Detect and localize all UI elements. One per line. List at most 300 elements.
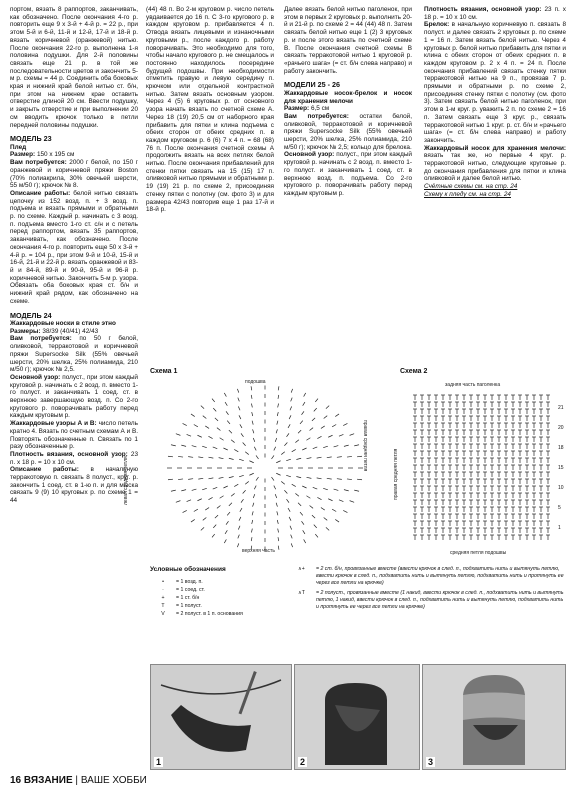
stitch-mark bbox=[310, 505, 314, 508]
stitch-mark bbox=[191, 414, 195, 417]
work-label: Описание работы: bbox=[10, 466, 79, 474]
stitch-mark bbox=[339, 434, 343, 436]
stitch-mark bbox=[188, 479, 193, 480]
stitch-mark bbox=[281, 452, 285, 455]
stitch-mark bbox=[295, 493, 299, 496]
stitch-mark bbox=[249, 461, 253, 463]
stitch-mark bbox=[272, 477, 275, 480]
stitch-mark bbox=[300, 421, 303, 424]
stitch-mark bbox=[223, 486, 227, 488]
stitch-mark bbox=[251, 529, 252, 533]
stitch-mark bbox=[303, 402, 305, 406]
stitch-mark bbox=[328, 435, 332, 437]
stitch-mark bbox=[302, 411, 305, 414]
stitch-mark bbox=[323, 446, 328, 448]
stitch-mark bbox=[215, 418, 218, 421]
stitch-mark bbox=[313, 447, 318, 449]
stitch-mark bbox=[343, 423, 347, 425]
stitch-mark bbox=[286, 475, 291, 477]
stitch-mark bbox=[313, 487, 318, 489]
stitch-mark bbox=[326, 527, 329, 530]
stitch-mark bbox=[168, 479, 173, 480]
stitch-mark bbox=[203, 517, 207, 520]
model-24-name: Жаккардовые носки в стиле этно bbox=[10, 320, 116, 328]
size-value: 6,5 см bbox=[310, 105, 330, 113]
stitch-mark bbox=[198, 457, 203, 458]
stitch-mark bbox=[194, 425, 198, 427]
stitch-mark bbox=[324, 416, 328, 419]
stitch-mark bbox=[213, 447, 218, 449]
legend-dec-sc: ∧+ = 2 ст. б/н, провязанные вместе (ввести крючок в след. п., подхватить нить и вытянуть петлю, ввести крючок в след. п., подхватить нить и вытянуть петлю, подхватить нить и протянуть ее через все петли на крючке) bbox=[298, 566, 564, 586]
need-label: Вам потребуется: bbox=[10, 335, 72, 343]
row-number: 20 bbox=[558, 425, 564, 431]
stitch-mark bbox=[241, 499, 244, 502]
stitch-mark bbox=[171, 490, 176, 491]
need-text: 2000 г белой, по 150 г оранжевой и коричневой пряжи Boston (70% полиакрила, 30% овечьей шерсти, 55 м/50 г); крючок № 8. bbox=[10, 159, 138, 190]
stitch-mark bbox=[254, 486, 256, 490]
stitch-mark bbox=[224, 393, 226, 397]
desc-label: Описание работы: bbox=[10, 189, 71, 197]
stitch-mark bbox=[327, 478, 332, 479]
stitch-mark bbox=[304, 393, 306, 397]
stitch-mark bbox=[277, 412, 278, 416]
chart-2-right-label: правая средняя петля bbox=[393, 448, 399, 500]
chart-2-top-label: задняя часть паголенка bbox=[445, 382, 501, 388]
stitch-mark bbox=[226, 521, 229, 524]
stitch-mark bbox=[240, 424, 242, 428]
stitch-mark bbox=[208, 497, 212, 499]
size-label: Размер: bbox=[284, 105, 310, 113]
stitch-mark bbox=[178, 456, 183, 457]
store-text: вязать так же, но первые 4 круг. р. терракотовой нитью, следующие круговые р. до окончания прибавления для пятки и клина оливковой и далее белой нитью. bbox=[424, 152, 566, 183]
stitch-mark bbox=[198, 478, 203, 479]
stitch-mark bbox=[240, 508, 242, 512]
stitch-mark bbox=[277, 520, 278, 524]
photo-3-image bbox=[423, 665, 565, 769]
stitch-mark bbox=[251, 395, 252, 399]
stitch-mark bbox=[350, 434, 355, 436]
stitch-mark bbox=[289, 517, 291, 521]
stitch-mark bbox=[332, 509, 336, 511]
stitch-mark bbox=[181, 490, 186, 491]
desc-text: белой нитью связать цепочку из 152 возд. п. + 3 возд. п. подъема и вязать прямыми и обратными р. по схеме. Каждый р. начинать с 3 возд. п. подъема вместо 1-го ст. с/н и с петель перед раппортом, вязать 35 раппортов, заканчивать, как обозначено. После окончания 4-го р. повторить еще 50 x 3-й + 4-й р. = 104 р., при этом 9-й и 10-й, 15-й и 16-й, 21-й и 22-й р. вязать оранжевой и 83-й и 84-й, 89-й и 90-й, 95-й и 96-й р. коричневой нитью. Закончить 5-м р. узора. Обвязать оба боковых края ст. б/н и нижний край рядом, как обозначено на схеме. bbox=[10, 189, 138, 305]
base-label: Основной узор: bbox=[284, 151, 335, 159]
stitch-mark bbox=[339, 500, 343, 502]
col3-text: Далее вязать белой нитью паголенок, при этом в первых 2 круговых р. выполнить 20-й и 21-й р. по схеме 2 = 44 (44) 48 п. Затем связать белой нитью еще 1 (2) 3 круговых р. и после этого вязать по счетной схеме В. После окончания счетной схемы В связать терракотовой нитью 1 круговой р. «рачьего шага» (= ст. б/н слева направо) и работу закончить. bbox=[284, 6, 412, 75]
store-label: Жаккардовый носок для хранения мелочи: bbox=[424, 144, 566, 152]
row-number: 15 bbox=[558, 465, 564, 471]
symbol-icon: + bbox=[161, 595, 165, 601]
stitch-mark bbox=[315, 534, 318, 537]
link-plaid-chart[interactable]: Схему к пледу см. на стр. 24 bbox=[424, 190, 511, 198]
row-number: 5 bbox=[558, 505, 561, 511]
legend-item: V = 2 полуст. в 1 п. основания bbox=[150, 610, 280, 618]
stitch-mark bbox=[171, 445, 176, 446]
decrease-sc-icon: ∧+ bbox=[298, 566, 305, 572]
stitch-mark bbox=[276, 473, 280, 475]
col2-text: (44) 48 п. Во 2-м круговом р. число петель увдаивается до 16 п. С 3-го кругового р. в каждом круговом р. прибавляется 4 п. Отвода вязать лицевыми и изнаночными круговыми р., после каждого р. работу поворачивать. Это необходимо для того, чтобы начало кругового р. не смещалось и постоянно находилось посередине будущей подошвы. При необходимости отметить правую и левую середину п. крючком или отдельной контрастной нитью. Затем вязать основным узором. Через 4 (5) 6 круговых р. от основного узора начать вязать по счетной схеме А. Через 18 (19) 20,5 см от наборного края прибавить для пятки и клина подъема с обеих сторон от обеих средних п. в каждом круговом р. 6 (6) 7 x 4 п. = 68 (68) 76 п. После окончания счетной схемы А продолжить вязать на всех петлях белой нитью. После окончания прибавлений для стенки пятки связать на 15 (15) 17 п. оливковой нитью прямыми и обратными р. 19 (19) 21 р. по схеме 2, присоединяя стенку пятки с полотну (см. фото 3) и для размера 42/43 повторив еще 1 раз 17-й и 18-й р. bbox=[146, 6, 274, 214]
stitch-mark bbox=[187, 500, 191, 502]
stitch-mark bbox=[176, 434, 181, 436]
legend-left bbox=[150, 578, 280, 618]
stitch-mark bbox=[224, 539, 226, 543]
stitch-mark bbox=[223, 448, 227, 450]
symbol-icon: • bbox=[162, 579, 164, 585]
photo-2-image bbox=[295, 665, 419, 769]
stitch-mark bbox=[278, 529, 279, 533]
stitch-mark bbox=[290, 526, 292, 530]
stitch-mark bbox=[192, 489, 197, 490]
chart-2-title: Схема 2 bbox=[400, 368, 428, 375]
stitch-mark bbox=[201, 406, 204, 409]
symbol-icon: V bbox=[161, 611, 165, 617]
model-25-name: Жаккардовые носок-брелок и носок для хранения мелочи bbox=[284, 89, 412, 105]
stitch-mark bbox=[197, 435, 201, 437]
stitch-mark bbox=[291, 543, 292, 547]
stitch-mark bbox=[239, 415, 241, 419]
need-text: по 50 г белой, оливковой, терракотовой и коричневой пряжи Supersocke Silk (55% овечьей шерсти, 20% шелка, 25% полиамида, 210 м/50 г); крючок № 2,5. bbox=[10, 335, 138, 374]
photo-number: 3 bbox=[428, 757, 434, 767]
stitch-mark bbox=[298, 503, 301, 506]
photo-3 bbox=[422, 664, 566, 770]
stitch-mark bbox=[296, 476, 301, 477]
stitch-mark bbox=[251, 537, 252, 541]
density-label: Плотность вязания, основной узор: bbox=[10, 450, 128, 458]
stitch-mark bbox=[237, 543, 238, 547]
stitch-mark bbox=[245, 481, 249, 484]
stitch-mark bbox=[243, 490, 246, 493]
stitch-mark bbox=[287, 499, 290, 502]
col1-intro: портом, вязать 8 раппортов, заканчивать, как обозначено. После окончания 4-го р. повторить еще 9 x 3-й + 4-й р. = 22 р., при этом 5-й и 6-й, 11-й и 12-й, 17-й и 18-й р. вязать коричневой (оранжевой) нитью. После окончания 22-го р. выполнена 1-я половина подушки. Для 2-й половины связать еще 21 р. в той же последовательности цветов и закончить 5-м р. схемы = 44 р. Соединить оба боковых края и нижний край белой нитью ст. б/н, при этом на нижнем крае оставить отверстие длиной 20 см. Ввести подушку, и закрыть отверстие и при выполнении 20 см вводить крючок только в петли передней половины подушки. bbox=[10, 6, 138, 129]
need-text: остатки белой, оливковой, терракотовой и коричневой пряжи Supersocke Silk (55% овечьей шерсти, 20% шелка, 25% полиамида, 210 м/50 г); крючок № 2,5; кольцо для брелока. bbox=[284, 112, 412, 151]
stitch-mark bbox=[237, 389, 238, 393]
model-23-name: Плед bbox=[10, 143, 27, 151]
stitch-mark bbox=[252, 511, 253, 515]
stitch-mark bbox=[307, 458, 312, 459]
stitch-mark bbox=[202, 488, 207, 490]
stitch-mark bbox=[288, 424, 290, 428]
stitch-mark bbox=[241, 433, 244, 436]
stitch-mark bbox=[292, 449, 296, 451]
stitch-mark bbox=[217, 505, 221, 508]
stitch-mark bbox=[243, 443, 246, 446]
stitch-mark bbox=[274, 486, 276, 490]
base-text: полуст., при этом каждый круговой р. начинать с 2 возд. п. вместо 1-го полуст. и заканчивать 1 соед. ст. в верхнюю завершающую возд. п. Со 2-го кругового р. поворачивать работу перед каждым круговым р. bbox=[10, 373, 139, 420]
stitch-mark bbox=[274, 447, 276, 451]
size-label: Размеры: bbox=[10, 327, 41, 335]
stitch-mark bbox=[220, 496, 224, 498]
stitch-mark bbox=[278, 537, 279, 541]
stitch-mark bbox=[317, 436, 321, 438]
column-2 bbox=[146, 6, 274, 214]
stitch-mark bbox=[231, 493, 235, 496]
stitch-mark bbox=[334, 446, 339, 447]
stitch-mark bbox=[205, 508, 209, 511]
stitch-mark bbox=[278, 386, 279, 390]
stitch-mark bbox=[321, 508, 325, 511]
stitch-mark bbox=[201, 527, 204, 530]
stitch-mark bbox=[275, 438, 277, 442]
stitch-mark bbox=[291, 389, 292, 393]
stitch-mark bbox=[220, 438, 224, 440]
stitch-mark bbox=[226, 411, 229, 414]
jacquard-label: Жаккардовые узоры А и В: bbox=[10, 420, 97, 428]
stitch-mark bbox=[303, 530, 305, 534]
stitch-mark bbox=[275, 494, 277, 498]
stitch-mark bbox=[289, 415, 291, 419]
stitch-mark bbox=[323, 488, 328, 490]
chart-2-diagram bbox=[400, 380, 570, 550]
stitch-mark bbox=[347, 456, 352, 457]
legend-item: T = 1 полуст. bbox=[150, 602, 280, 610]
chart-1-right-label: правая средняя петля bbox=[362, 420, 368, 472]
chart-2-bottom-label: средняя петля подошвы bbox=[450, 550, 507, 556]
density-text: 23 п. x 18 р. = 10 x 10 см. bbox=[10, 450, 138, 466]
stitch-mark bbox=[337, 457, 342, 458]
stitch-mark bbox=[256, 477, 259, 480]
stitch-mark bbox=[354, 445, 359, 446]
stitch-mark bbox=[239, 475, 244, 477]
stitch-mark bbox=[295, 440, 299, 443]
link-charts[interactable]: Счётные схемы см. на стр. 24 bbox=[424, 183, 518, 191]
stitch-mark bbox=[178, 479, 183, 480]
footer-separator: | bbox=[75, 775, 79, 786]
stitch-mark bbox=[188, 457, 193, 458]
decrease-hdc-icon: ∧T bbox=[298, 590, 305, 596]
chart-1-left-label: левая средняя петля bbox=[123, 456, 129, 505]
photo-1 bbox=[150, 664, 292, 770]
chart-2-row-numbers bbox=[558, 398, 564, 538]
stitch-mark bbox=[208, 478, 213, 479]
photo-2 bbox=[294, 664, 420, 770]
stitch-mark bbox=[286, 459, 291, 461]
photo-1-image bbox=[151, 665, 291, 769]
stitch-mark bbox=[213, 408, 216, 411]
stitch-mark bbox=[296, 458, 301, 459]
stitch-mark bbox=[194, 509, 198, 511]
stitch-mark bbox=[324, 517, 328, 520]
stitch-mark bbox=[315, 399, 318, 402]
stitch-mark bbox=[276, 461, 280, 463]
stitch-mark bbox=[229, 476, 234, 477]
stitch-mark bbox=[335, 414, 339, 417]
stitch-mark bbox=[354, 490, 359, 491]
stitch-mark bbox=[276, 429, 277, 433]
stitch-mark bbox=[253, 494, 255, 498]
chart-1-bottom-label: верхняя часть bbox=[242, 548, 275, 554]
need-label: Вам потребуется: bbox=[284, 112, 349, 120]
stitch-mark bbox=[300, 512, 303, 515]
stitch-mark bbox=[278, 395, 279, 399]
stitch-mark bbox=[234, 449, 238, 451]
stitch-mark bbox=[191, 519, 195, 522]
stitch-mark bbox=[183, 423, 187, 425]
legend-item: + = 1 ст. б/н bbox=[150, 594, 280, 602]
stitch-mark bbox=[213, 525, 216, 528]
stitch-mark bbox=[306, 438, 310, 440]
stitch-mark bbox=[202, 446, 207, 448]
legend-right bbox=[298, 566, 566, 611]
stitch-mark bbox=[328, 499, 332, 501]
stitch-mark bbox=[317, 478, 322, 479]
legend-title: Условные обозначения bbox=[150, 566, 226, 573]
stitch-mark bbox=[183, 510, 187, 512]
row-number: 21 bbox=[558, 405, 564, 411]
stitch-mark bbox=[332, 425, 336, 427]
row-number: 10 bbox=[558, 485, 564, 491]
stitch-mark bbox=[238, 535, 240, 539]
stitch-mark bbox=[312, 515, 315, 518]
stitch-mark bbox=[212, 399, 215, 402]
stitch-mark bbox=[284, 443, 287, 446]
row-number: 18 bbox=[558, 445, 564, 451]
stitch-mark bbox=[217, 428, 221, 431]
model-24-title: МОДЕЛЬ 24 bbox=[10, 310, 52, 320]
legend-item: • = 1 возд. п. bbox=[150, 578, 280, 586]
page-footer bbox=[10, 775, 147, 786]
jacquard-text: число петель кратно 4. Вязать по счетным схемам А и В. Повторять обозначенные п. Связать по 1 разу обозначенные р. bbox=[10, 420, 138, 451]
stitch-mark bbox=[277, 421, 278, 425]
magazine-subtitle: ВАШЕ ХОББИ bbox=[80, 775, 147, 786]
stitch-mark bbox=[326, 406, 329, 409]
stitch-mark bbox=[310, 428, 314, 431]
stitch-mark bbox=[192, 446, 197, 447]
stitch-mark bbox=[215, 515, 218, 518]
stitch-mark bbox=[276, 503, 277, 507]
stitch-mark bbox=[229, 503, 232, 506]
magazine-brand: ВЯЗАНИЕ bbox=[23, 775, 73, 786]
stitch-mark bbox=[291, 535, 293, 539]
stitch-mark bbox=[238, 398, 240, 402]
stitch-mark bbox=[317, 457, 322, 458]
stitch-mark bbox=[314, 408, 317, 411]
stitch-mark bbox=[302, 521, 305, 524]
stitch-mark bbox=[253, 503, 254, 507]
size-value: 38/39 (40/41) 42/43 bbox=[42, 327, 99, 335]
stitch-mark bbox=[292, 484, 296, 486]
symbol-icon: T bbox=[161, 603, 165, 609]
stitch-mark bbox=[327, 457, 332, 458]
stitch-mark bbox=[219, 458, 224, 459]
stitch-mark bbox=[302, 486, 306, 488]
stitch-mark bbox=[254, 447, 256, 451]
stitch-mark bbox=[213, 487, 218, 489]
stitch-mark bbox=[302, 448, 306, 450]
stitch-mark bbox=[252, 421, 253, 425]
stitch-mark bbox=[249, 473, 253, 475]
stitch-mark bbox=[176, 501, 181, 503]
stitch-mark bbox=[350, 501, 355, 503]
stitch-mark bbox=[312, 418, 315, 421]
stitch-mark bbox=[231, 440, 235, 443]
column-1 bbox=[10, 6, 138, 505]
chart-1-diagram bbox=[150, 378, 380, 558]
stitch-mark bbox=[251, 403, 252, 407]
stitch-mark bbox=[208, 457, 213, 458]
stitch-mark bbox=[234, 484, 238, 486]
brelok-text: в начальную коричневую п. связать 8 полуст. и далее связать 2 круговых р. по схеме 1 = 16 п. Затем вязать белой нитью. Через 4 круговых р. белой нитью прибавить для пятки и клина с обеих сторон от обеих средних п. в каждом круговом р. 2 x 4 п. = 24 п. После окончания прибавлений связать стенку пятки терракотовой нитью на 9 п., провязав 7 р. прямыми и обратными р. по схеме 2, присоединяя стенку пятки с полотну (см. фото 3). Затем связать белой нитью паголенок, при этом в 1-м круг. р. уважить 2 п. по схеме 2 = 16 п. Затем связать еще 3 круг. р., связать терракотовой нитью 1 круг. р. ст. б/н и «рачьего шага» (= ст. б/н слева направо) и работу закончить. bbox=[424, 21, 567, 144]
stitch-mark bbox=[287, 433, 290, 436]
stitch-mark bbox=[229, 430, 232, 433]
model-25-title: МОДЕЛИ 25 - 26 bbox=[284, 80, 340, 90]
stitch-mark bbox=[281, 481, 285, 484]
size-value: 150 x 195 см bbox=[36, 151, 75, 159]
stitch-mark bbox=[306, 496, 310, 498]
brelok-label: Брелок: bbox=[424, 21, 450, 29]
legend-dec-hdc: ∧T = 2 полуст., провязанные вместе (1 накид, ввести крючок в след. п., подхватить нить и вытянуть петлю, 1 накид, ввести крючок в след. п., подхватить нить и вытянуть петлю, подхватить нить и протянуть ее через все петли на крючке) bbox=[298, 590, 564, 610]
stitch-mark bbox=[290, 406, 292, 410]
stitch-mark bbox=[304, 539, 306, 543]
base-text: полуст., при этом каждый круговой р. начинать с 2 возд. п. вместо 1-го полуст. и заканчивать 1 соед. ст. в верхнюю возд. п. подъема. Со 2-го кругового р. поворачивать работу перед каждым круговым р. bbox=[284, 151, 413, 197]
legend-item: · = 1 соед. ст. bbox=[150, 586, 280, 594]
stitch-mark bbox=[253, 429, 254, 433]
stitch-mark bbox=[251, 386, 252, 390]
stitch-mark bbox=[187, 434, 191, 436]
stitch-mark bbox=[225, 402, 227, 406]
stitch-mark bbox=[252, 520, 253, 524]
work-text: в начальную терракотовую п. связать 8 полуст., круг. р. закончить 1 соед. ст. в 1-ю п. и для мыска связать 9 (9) 10 круговых р. по схеме 1 = 44 bbox=[10, 466, 139, 505]
stitch-mark bbox=[168, 456, 173, 457]
row-number: 1 bbox=[558, 525, 561, 531]
stitch-mark bbox=[344, 445, 349, 446]
stitch-mark bbox=[219, 477, 224, 478]
stitch-mark bbox=[208, 436, 212, 438]
stitch-mark bbox=[288, 508, 290, 512]
page-number: 16 bbox=[10, 775, 22, 786]
stitch-mark bbox=[272, 455, 275, 458]
stitch-mark bbox=[291, 398, 293, 402]
stitch-mark bbox=[307, 477, 312, 478]
column-4 bbox=[424, 6, 566, 199]
chart-1-title: Схема 1 bbox=[150, 368, 178, 375]
stitch-mark bbox=[335, 519, 339, 522]
stitch-mark bbox=[205, 426, 209, 429]
stitch-mark bbox=[347, 479, 352, 480]
stitch-mark bbox=[284, 490, 287, 493]
symbol-icon: · bbox=[162, 587, 164, 593]
stitch-mark bbox=[225, 530, 227, 534]
stitch-mark bbox=[227, 421, 230, 424]
chart-1-top-label: подошва bbox=[245, 379, 266, 385]
stitch-mark bbox=[278, 546, 279, 550]
stitch-mark bbox=[317, 497, 321, 499]
stitch-mark bbox=[238, 406, 240, 410]
stitch-mark bbox=[343, 510, 347, 512]
stitch-mark bbox=[239, 459, 244, 461]
stitch-mark bbox=[238, 526, 240, 530]
stitch-mark bbox=[314, 525, 317, 528]
stitch-mark bbox=[277, 511, 278, 515]
base-label: Основной узор: bbox=[10, 373, 61, 381]
model-23-title: МОДЕЛЬ 23 bbox=[10, 134, 52, 144]
stitch-mark bbox=[253, 438, 255, 442]
stitch-mark bbox=[229, 458, 234, 459]
density-text: 23 п. x 18 р. = 10 x 10 см. bbox=[424, 6, 566, 21]
stitch-mark bbox=[337, 479, 342, 480]
stitch-mark bbox=[197, 499, 201, 501]
stitch-mark bbox=[298, 430, 301, 433]
need-label: Вам потребуется: bbox=[10, 159, 67, 167]
column-3 bbox=[284, 6, 412, 198]
stitch-mark bbox=[344, 490, 349, 491]
stitch-mark bbox=[278, 403, 279, 407]
stitch-mark bbox=[245, 452, 249, 455]
stitch-mark bbox=[321, 426, 325, 429]
stitch-mark bbox=[227, 512, 230, 515]
stitch-mark bbox=[334, 489, 339, 490]
stitch-mark bbox=[181, 445, 186, 446]
density-label: Плотность вязания, основной узор: bbox=[424, 6, 542, 13]
